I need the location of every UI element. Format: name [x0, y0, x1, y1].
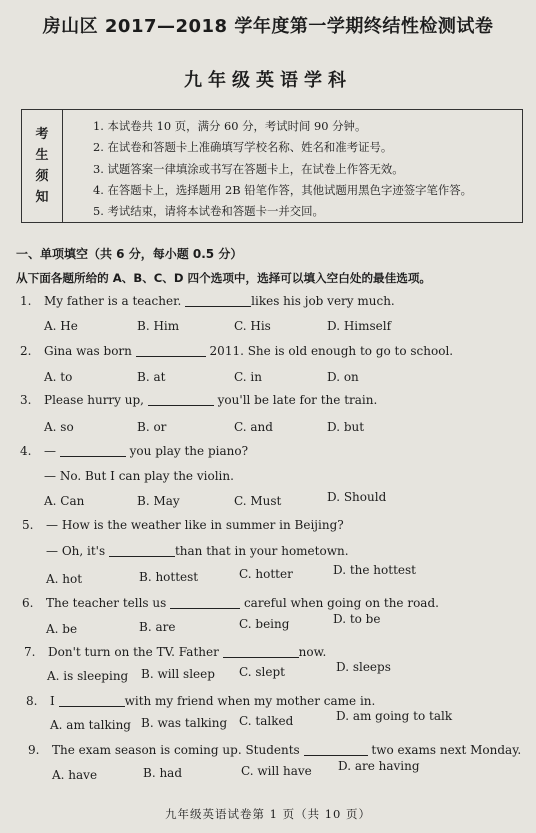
- question-text: likes his job very much.: [251, 294, 395, 308]
- option-b: B. had: [143, 766, 183, 780]
- answer-blank: [170, 596, 240, 609]
- page-footer: 九年级英语试卷第 1 页（共 10 页）: [164, 807, 372, 821]
- option-a: A. to: [44, 370, 73, 384]
- question-text: now.: [298, 645, 327, 659]
- option-d: D. Should: [327, 490, 387, 504]
- question-text: with my friend when my mother came in.: [124, 694, 376, 708]
- exam-title: 房山区 2017—2018 学年度第一学期终结性检测试卷: [42, 16, 494, 37]
- question-number: 6.: [22, 596, 34, 610]
- question-text: — Oh, it's: [46, 544, 106, 558]
- question-text: I: [50, 694, 55, 708]
- notice-box: [21, 109, 523, 223]
- option-b: B. or: [137, 420, 167, 434]
- option-b: B. will sleep: [141, 667, 215, 681]
- question-number: 2.: [20, 344, 32, 358]
- option-a: A. is sleeping: [47, 669, 129, 683]
- question-number: 9.: [28, 743, 40, 757]
- notice-list: [63, 110, 522, 222]
- option-a: A. so: [44, 420, 74, 434]
- question-7: [24, 645, 326, 659]
- question-text: two exams next Monday.: [371, 743, 522, 757]
- question-5-reply: [46, 544, 349, 558]
- question-number: 4.: [20, 444, 32, 458]
- question-number: 5.: [22, 518, 34, 532]
- option-d: D. are having: [338, 759, 420, 773]
- question-8: [26, 694, 375, 708]
- option-d: D. am going to talk: [336, 709, 453, 723]
- option-c: C. in: [234, 370, 262, 384]
- option-d: D. on: [327, 370, 359, 384]
- question-number: 7.: [24, 645, 36, 659]
- option-d: D. sleeps: [336, 660, 391, 674]
- question-text: — How is the weather like in summer in Beijing?: [46, 518, 344, 532]
- option-a: A. hot: [46, 572, 83, 586]
- question-1: [20, 294, 395, 308]
- option-c: C. talked: [239, 714, 294, 728]
- question-text: Please hurry up,: [44, 393, 144, 407]
- notice-item: 3. 试题答案一律填涂或书写在答题卡上，在试卷上作答无效。: [93, 161, 404, 176]
- notice-item: 4. 在答题卡上，选择题用 2B 铅笔作答，其他试题用黑色字迹签字笔作答。: [93, 182, 473, 197]
- option-c: C. slept: [239, 665, 285, 679]
- answer-blank: [60, 444, 126, 457]
- option-b: B. are: [139, 620, 176, 634]
- answer-blank: [59, 694, 125, 707]
- notice-label-char: 考: [35, 127, 49, 142]
- question-4: [20, 444, 248, 458]
- answer-blank: [304, 743, 368, 756]
- section-instruction: 从下面各题所给的 A、B、C、D 四个选项中，选择可以填入空白处的最佳选项。: [16, 271, 432, 285]
- notice-label-char: 须: [35, 169, 49, 184]
- notice-item: 1. 本试卷共 10 页，满分 60 分，考试时间 90 分钟。: [93, 119, 367, 133]
- section-title: 一、单项填空（共 6 分，每小题 0.5 分）: [16, 247, 243, 261]
- option-a: A. be: [46, 622, 78, 636]
- notice-item: 2. 在试卷和答题卡上准确填写学校名称、姓名和准考证号。: [93, 140, 393, 155]
- question-text: 2011. She is old enough to go to school.: [209, 344, 454, 358]
- option-c: C. Must: [234, 494, 282, 508]
- answer-blank: [109, 544, 175, 557]
- option-c: C. hotter: [239, 567, 293, 581]
- option-a: A. He: [44, 319, 78, 333]
- answer-blank: [148, 393, 214, 406]
- question-text: Gina was born: [44, 344, 132, 358]
- option-a: A. am talking: [50, 718, 131, 732]
- question-6: [22, 596, 439, 610]
- option-a: A. Can: [44, 494, 85, 508]
- answer-blank: [185, 294, 251, 307]
- option-d: D. to be: [333, 612, 381, 626]
- question-2: [20, 344, 453, 358]
- question-text: Don't turn on the TV. Father: [48, 645, 219, 659]
- question-3: [20, 393, 377, 407]
- answer-blank: [223, 645, 299, 658]
- option-b: B. Him: [137, 319, 180, 333]
- option-a: A. have: [52, 768, 98, 782]
- notice-label-char: 生: [35, 148, 49, 163]
- question-number: 8.: [26, 694, 38, 708]
- option-d: D. Himself: [327, 319, 392, 333]
- question-number: 1.: [20, 294, 32, 308]
- answer-blank: [136, 344, 206, 357]
- option-b: B. hottest: [139, 570, 199, 584]
- notice-label: [22, 110, 63, 222]
- question-text: than that in your hometown.: [174, 544, 349, 558]
- option-d: D. the hottest: [333, 563, 416, 577]
- question-text: The teacher tells us: [46, 596, 167, 610]
- question-text: you play the piano?: [129, 444, 248, 458]
- notice-label-char: 知: [35, 190, 49, 205]
- question-text: careful when going on the road.: [243, 596, 439, 610]
- option-b: B. at: [137, 370, 166, 384]
- question-4-reply: — No. But I can play the violin.: [44, 469, 234, 483]
- notice-item: 5. 考试结束，请将本试卷和答题卡一并交回。: [93, 204, 324, 219]
- question-text: My father is a teacher.: [44, 294, 182, 308]
- question-text: The exam season is coming up. Students: [52, 743, 300, 757]
- question-text: you'll be late for the train.: [217, 393, 378, 407]
- exam-subtitle: 九年级英语学科: [184, 70, 352, 91]
- question-text: —: [44, 444, 56, 458]
- option-c: C. will have: [241, 764, 312, 778]
- option-b: B. was talking: [141, 716, 228, 730]
- question-9: [28, 743, 521, 757]
- option-c: C. and: [234, 420, 273, 434]
- question-5: [22, 518, 344, 532]
- option-b: B. May: [137, 494, 180, 508]
- option-d: D. but: [327, 420, 365, 434]
- question-number: 3.: [20, 393, 32, 407]
- option-c: C. being: [239, 617, 290, 631]
- option-c: C. His: [234, 319, 271, 333]
